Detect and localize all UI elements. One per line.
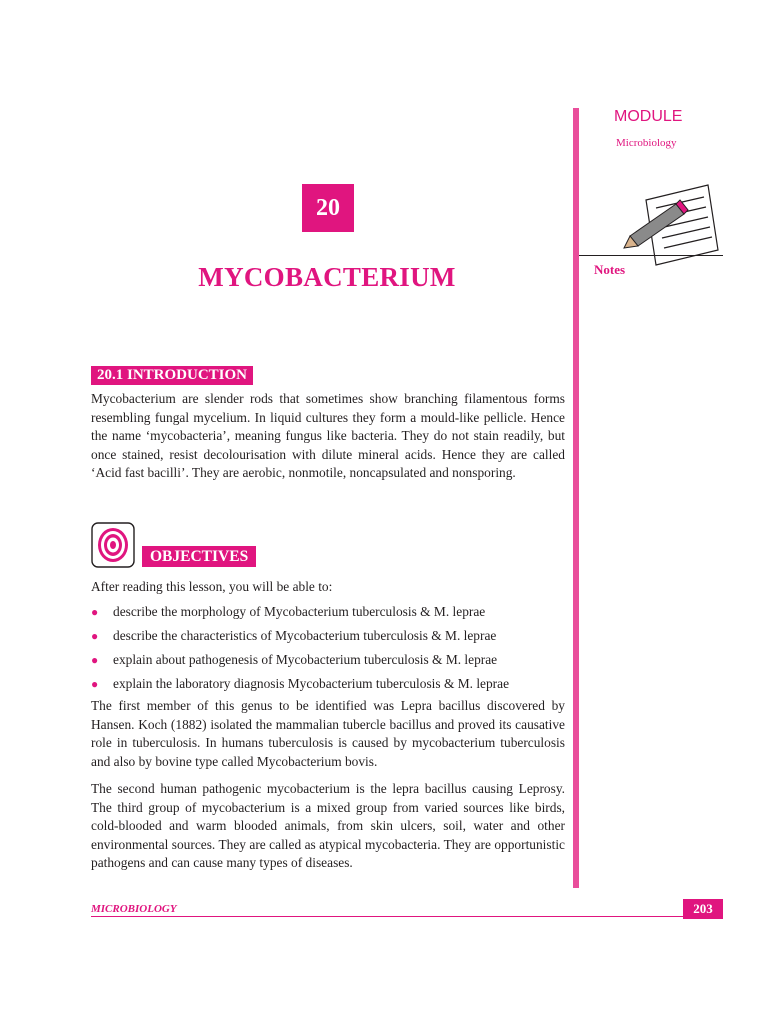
list-item bbox=[91, 627, 571, 651]
notepad-pencil-icon bbox=[618, 180, 724, 270]
chapter-title: MYCOBACTERIUM bbox=[198, 262, 456, 292]
objective-text: explain the laboratory diagnosis Mycobacterium tuberculosis & M. leprae bbox=[113, 676, 510, 691]
footer-subject: MICROBIOLOGY bbox=[91, 903, 177, 915]
introduction-paragraph: Mycobacterium are slender rods that sometimes show branching filamentous forms resembling fungal mycelium. In liquid cultures they form a mould-like pellicle. Hence the name ‘mycobacteria’, meaning fungus like bacteria. They do not stain readily, but once stained, resist decolourisation with dilute mineral acids. Hence they are called ‘Acid fast bacilli’. They are aerobic, nonmotile, noncapsulated and nonsporing. bbox=[91, 391, 565, 480]
objective-text: describe the morphology of Mycobacterium tuberculosis & M. leprae bbox=[113, 604, 486, 619]
list-item bbox=[91, 651, 571, 675]
body-paragraph: The second human pathogenic mycobacterium is the lepra bacillus causing Leprosy. The third group of mycobacterium is a mixed group from varied sources like birds, cold-blooded and warm blooded animals, from skin ulcers, soil, water and other environmental sources. They are called as atypical mycobacteria. They are opportunistic pathogens and can cause many types of diseases. bbox=[91, 781, 565, 870]
bullet-icon: ● bbox=[91, 653, 99, 667]
notes-divider bbox=[579, 255, 723, 256]
bullet-icon: ● bbox=[91, 629, 99, 643]
body-paragraph: The first member of this genus to be identified was Lepra bacillus discovered by Hansen. Koch (1882) isolated the mammalian tubercle bacillus and proved its causative role in tuberculosis. In humans tuberculosis is caused by mycobacterium tuberculosis and also by bovine type called Mycobacterium bovis. bbox=[91, 698, 565, 769]
section-heading-introduction: 20.1 INTRODUCTION bbox=[91, 366, 253, 385]
objective-text: explain about pathogenesis of Mycobacterium tuberculosis & M. leprae bbox=[113, 652, 498, 667]
objective-text: describe the characteristics of Mycobacterium tuberculosis & M. leprae bbox=[113, 628, 497, 643]
notes-label: Notes bbox=[594, 262, 626, 277]
module-subject: Microbiology bbox=[616, 137, 677, 149]
module-label: MODULE bbox=[614, 108, 683, 125]
objectives-lead: After reading this lesson, you will be able to: bbox=[91, 579, 333, 594]
target-icon bbox=[91, 522, 135, 568]
margin-rule bbox=[573, 108, 579, 888]
bullet-icon: ● bbox=[91, 605, 99, 619]
list-item bbox=[91, 603, 571, 627]
list-item bbox=[91, 675, 571, 699]
objectives-list bbox=[91, 603, 571, 699]
bullet-icon: ● bbox=[91, 677, 99, 691]
page-number: 203 bbox=[683, 899, 723, 919]
section-heading-objectives: OBJECTIVES bbox=[142, 546, 256, 567]
footer-rule bbox=[91, 916, 723, 917]
chapter-number: 20 bbox=[302, 184, 354, 232]
